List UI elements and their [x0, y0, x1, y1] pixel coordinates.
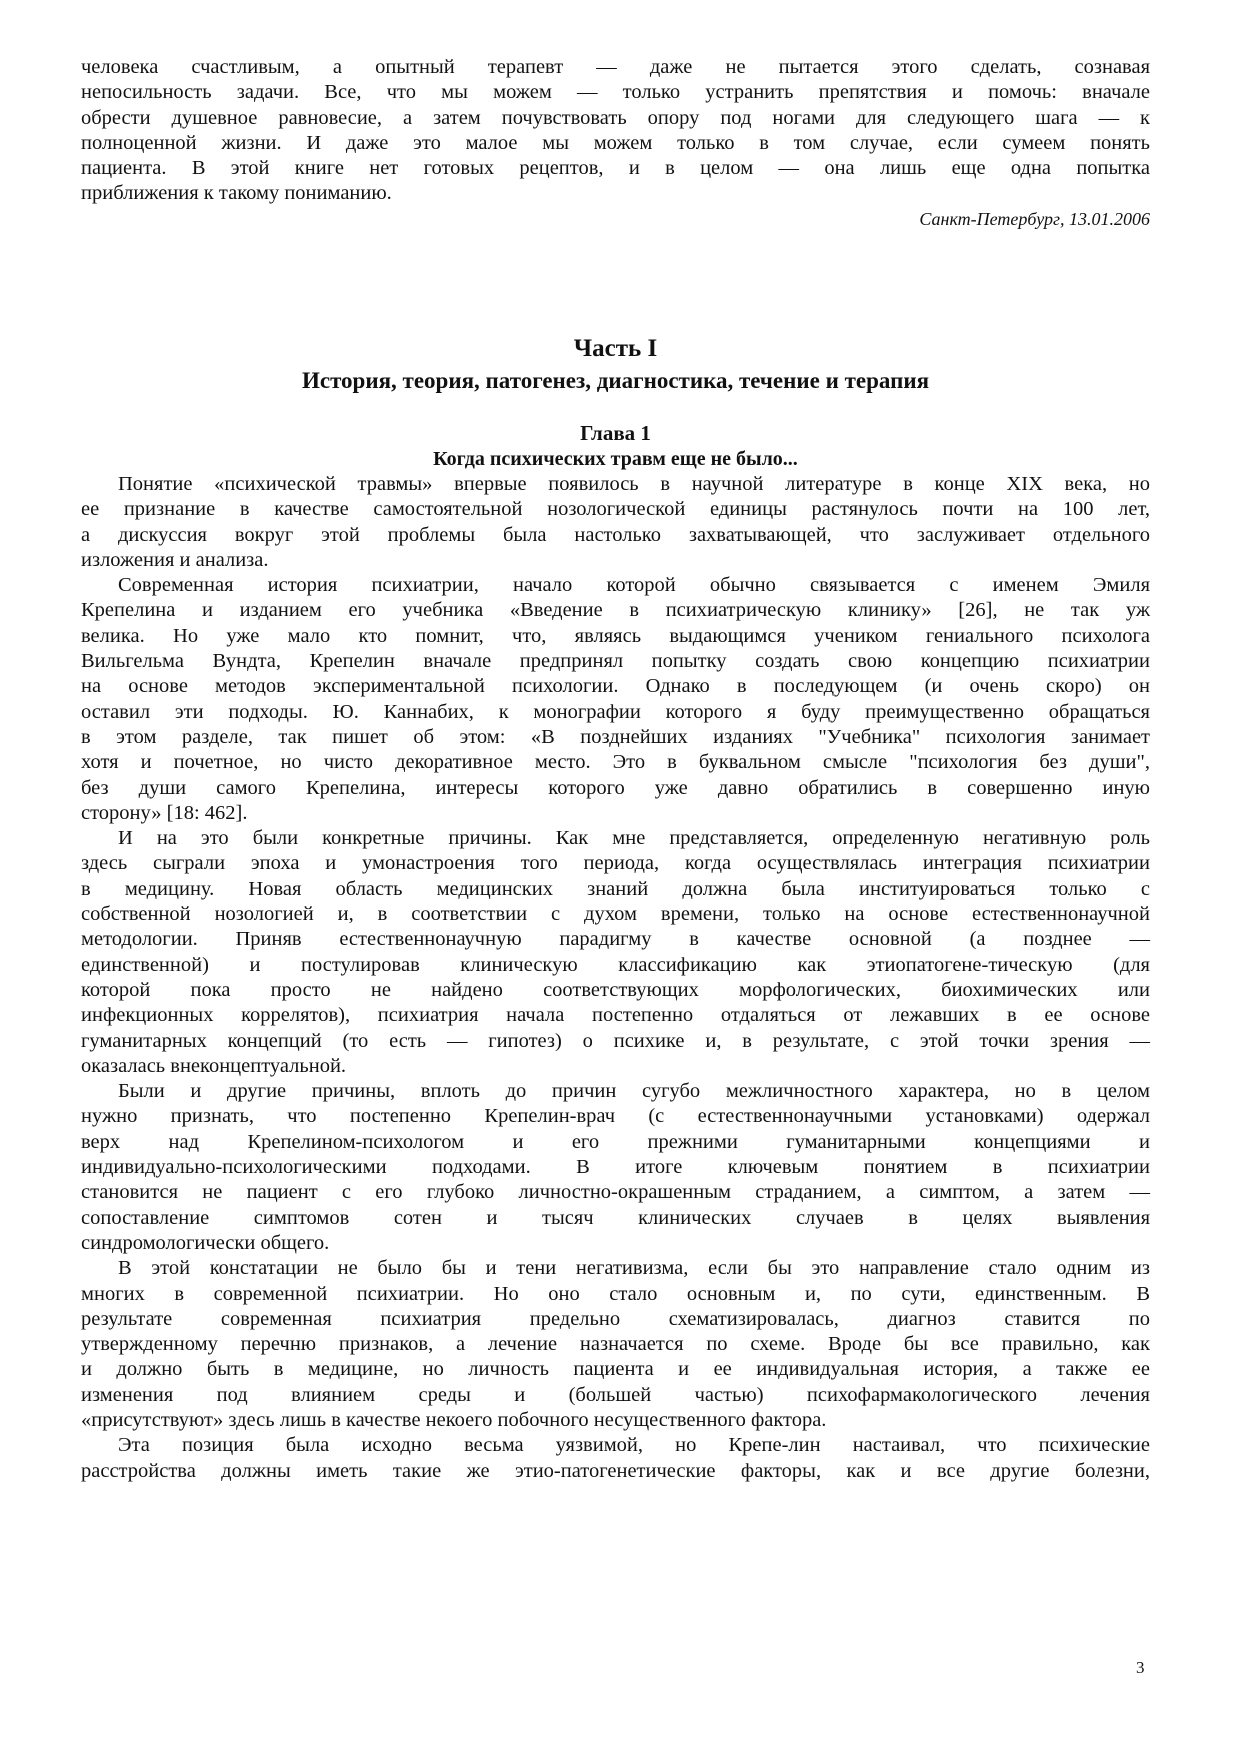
part-heading: Часть I: [573, 335, 658, 362]
text-line: оставил эти подходы. Ю. Каннабих, к монографии которого я буду преимущественно обращаться: [81, 700, 1150, 723]
text-line: И на это были конкретные причины. Как мне представляется, определенную негативную роль: [118, 827, 1150, 850]
part-subtitle: История, теория, патогенез, диагностика, течение и терапия: [301, 368, 930, 393]
paragraph: [81, 1256, 1150, 1433]
text-line: становится не пациент с его глубоко личностно-окрашенным страданием, а симптом, а затем —: [81, 1181, 1150, 1204]
text-line: Современная история психиатрии, начало которой обычно связывается с именем Эмиля: [118, 574, 1150, 597]
text-line: хотя и почетное, но чисто декоративное место. Это в буквальном смысле "психология без души",: [81, 751, 1150, 774]
text-line: Были и другие причины, вплоть до причин сугубо межличностного характера, но в целом: [118, 1080, 1150, 1103]
text-line: здесь сыграли эпоха и умонастроения того периода, когда осуществлялась интеграция психиатрии: [81, 852, 1150, 875]
text-line: изменения под влиянием среды и (большей частью) психофармакологического лечения: [81, 1383, 1150, 1406]
text-line: велика. Но уже мало кто помнит, что, являясь выдающимся учеником гениального психолога: [81, 624, 1150, 647]
text-line: методологии. Приняв естественнонаучную парадигму в качестве основной (а позднее —: [81, 928, 1150, 951]
text-line: в медицину. Новая область медицинских знаний должна была институироваться только с: [81, 877, 1150, 900]
text-line: нужно признать, что постепенно Крепелин-врач (с естественнонаучными установками) одержал: [81, 1105, 1150, 1128]
text-line: в этом разделе, так пишет об этом: «В позднейших изданиях "Учебника" психология занимает: [81, 725, 1150, 748]
text-line: полноценной жизни. И даже это малое мы можем только в том случае, если сумеем понять: [81, 131, 1150, 154]
text-line: В этой констатации не было бы и тени негативизма, если бы это направление стало одним из: [118, 1257, 1150, 1280]
text-line: «присутствуют» здесь лишь в качестве некоего побочного несущественного фактора.: [81, 1408, 827, 1431]
text-line: Крепелина и изданием его учебника «Введение в психиатрическую клинику» [26], не так уж: [81, 599, 1150, 622]
text-line: приближения к такому пониманию.: [81, 182, 392, 205]
intro-continuation: [81, 55, 1150, 232]
text-line: оказалась внеконцептуальной.: [81, 1054, 347, 1077]
page-number: 3: [1136, 1658, 1145, 1677]
text-line: на основе методов экспериментальной психологии. Однако в последующем (и очень скоро) он: [81, 675, 1150, 698]
text-line: которой пока просто не найдено соответствующих морфологических, биохимических или: [81, 978, 1150, 1001]
text-line: гуманитарных концепций (то есть — гипотез) о психике и, в результате, с этой точки зрения —: [81, 1029, 1150, 1052]
text-line: индивидуально-психологическими подходами. В итоге ключевым понятием в психиатрии: [81, 1156, 1150, 1179]
paragraph: [81, 472, 1150, 573]
text-line: ее признание в качестве самостоятельной нозологической единицы растянулось почти на 100 лет,: [81, 498, 1150, 521]
text-line: собственной нозологией и, в соответствии с духом времени, только на основе естественнонаучной: [81, 903, 1150, 926]
text-line: синдромологически общего.: [81, 1231, 330, 1254]
text-line: многих в современной психиатрии. Но оно стало основным и, по сути, единственным. В: [81, 1282, 1150, 1305]
text-line: утвержденному перечню признаков, а лечение назначается по схеме. Вроде бы все правильно, как: [81, 1333, 1150, 1356]
text-line: Эта позиция была исходно весьма уязвимой, но Крепе-лин настаивал, что психические: [118, 1434, 1150, 1457]
text-line: пациента. В этой книге нет готовых рецептов, и в целом — она лишь еще одна попытка: [81, 157, 1150, 180]
paragraph: [81, 1433, 1150, 1484]
text-line: единственной) и постулировав клиническую классификацию как этиопатогене-тическую (для: [81, 953, 1150, 976]
text-line: сторону» [18: 462].: [81, 801, 248, 824]
signature-place-date: Санкт-Петербург, 13.01.2006: [919, 208, 1150, 229]
paragraph: [81, 573, 1150, 826]
text-line: а дискуссия вокруг этой проблемы была настолько захватывающей, что заслуживает отдельного: [81, 523, 1150, 546]
text-line: инфекционных коррелятов), психиатрия начала постепенно отдаляться от лежавших в ее основе: [81, 1004, 1150, 1027]
text-line: результате современная психиатрия предельно схематизировалась, диагноз ставится по: [81, 1307, 1150, 1330]
text-line: без души самого Крепелина, интересы которого уже давно обратились в совершенно иную: [81, 776, 1150, 799]
text-line: изложения и анализа.: [81, 548, 269, 571]
text-line: верх над Крепелином-психологом и его прежними гуманитарными концепциями и: [81, 1130, 1150, 1153]
text-line: и должно быть в медицине, но личность пациента и ее индивидуальная история, а также ее: [81, 1358, 1150, 1381]
text-line: расстройства должны иметь такие же этио-патогенетические факторы, как и все другие болезни,: [81, 1459, 1150, 1482]
chapter-heading: Глава 1: [580, 421, 651, 445]
chapter-title: Когда психических травм еще не было...: [433, 448, 798, 470]
text-line: обрести душевное равновесие, а затем почувствовать опору под ногами для следующего шага — к: [81, 106, 1150, 129]
chapter-body: [81, 472, 1150, 1484]
paragraph: [81, 1079, 1150, 1256]
text-line: сопоставление симптомов сотен и тысяч клинических случаев в целях выявления: [81, 1206, 1150, 1229]
text-line: человека счастливым, а опытный терапевт — даже не пытается этого сделать, сознавая: [81, 56, 1150, 78]
text-line: непосильность задачи. Все, что мы можем — только устранить препятствия и помочь: вначале: [81, 81, 1150, 104]
text-line: Понятие «психической травмы» впервые появилось в научной литературе в конце XIX века, но: [118, 473, 1150, 495]
text-line: Вильгельма Вундта, Крепелин вначале предпринял попытку создать свою концепцию психиатрии: [81, 650, 1150, 673]
paragraph: [81, 826, 1150, 1079]
